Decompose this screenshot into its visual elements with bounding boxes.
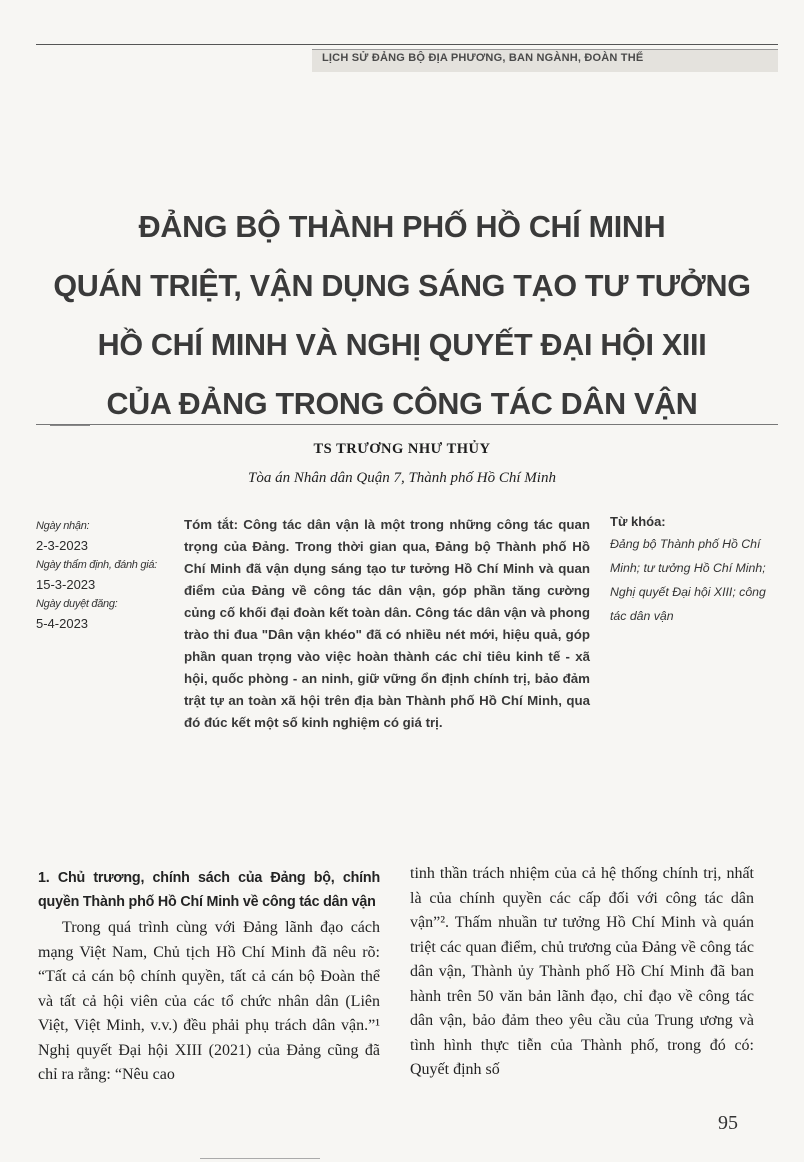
- keywords-text: Đảng bộ Thành phố Hồ Chí Minh; tư tưởng Hồ Chí Minh; Nghị quyết Đại hội XIII; công tác dân vận: [610, 537, 766, 623]
- body-column-right: [410, 862, 754, 1083]
- title-line: QUÁN TRIỆT, VẬN DỤNG SÁNG TẠO TƯ TƯỞNG: [53, 269, 751, 303]
- abstract: Tóm tắt: Công tác dân vận là một trong những công tác quan trọng của Đảng. Trong thời gian qua, Đảng bộ Thành phố Hồ Chí Minh đã vận dụng sáng tạo tư tưởng Hồ Chí Minh và quan điểm của Đảng về công tác dân vận, góp phần tăng cường củng cố khối đại đoàn kết toàn dân. Công tác dân vận và phong trào thi đua "Dân vận khéo" đã có nhiều nét mới, hiệu quả, góp phần quan trọng vào việc hoàn thành các chỉ tiêu kinh tế - xã hội, quốc phòng - an ninh, giữ vững ổn định chính trị, bảo đảm trật tự an toàn xã hội trên địa bàn Thành phố Hồ Chí Minh, qua đó đúc kết một số kinh nghiệm có giá trị.: [184, 517, 590, 730]
- title-line: ĐẢNG BỘ THÀNH PHỐ HỒ CHÍ MINH: [138, 210, 666, 244]
- approved-value: 5-4-2023: [36, 616, 89, 631]
- title-line: HỒ CHÍ MINH VÀ NGHỊ QUYẾT ĐẠI HỘI XIII: [97, 328, 707, 362]
- approved-label: Ngày duyệt đăng:: [36, 598, 118, 610]
- article-title: [40, 198, 764, 434]
- section-heading: 1. Chủ trương, chính sách của Đảng bộ, chính quyền Thành phố Hồ Chí Minh về công tác dân vận: [38, 870, 380, 910]
- body-paragraph: tinh thần trách nhiệm của cả hệ thống chính trị, nhất là của chính quyền các cấp đối với công tác dân vận”². Thấm nhuần tư tưởng Hồ Chí Minh và quán triệt các quan điểm, chủ trương của Đảng về công tác dân vận, Thành ủy Thành phố Hồ Chí Minh đã ban hành trên 50 văn bản lãnh đạo, chỉ đạo về công tác dân vận, bảo đảm theo yêu cầu của Trung ương và tình hình thực tiễn của Thành phố, trong đó có: Quyết định số: [410, 865, 754, 1078]
- keywords: [610, 514, 770, 628]
- body-paragraph: Trong quá trình cùng với Đảng lãnh đạo cách mạng Việt Nam, Chủ tịch Hồ Chí Minh đã nêu rõ: “Tất cả cán bộ chính quyền, tất cả cán bộ Đoàn thể và tất cả hội viên của các tổ chức nhân dân (Liên Việt, Việt Minh, v.v.) đều phải phụ trách dân vận.”¹ Nghị quyết Đại hội XIII (2021) của Đảng cũng đã chỉ ra rằng: “Nêu cao: [38, 919, 380, 1083]
- running-head: LỊCH SỬ ĐẢNG BỘ ĐỊA PHƯƠNG, BAN NGÀNH, ĐOÀN THỂ: [322, 52, 644, 64]
- reviewed-value: 15-3-2023: [36, 577, 96, 592]
- keywords-label: Từ khóa:: [610, 514, 666, 529]
- bottom-rule: [200, 1158, 320, 1159]
- dash-mark: [50, 425, 90, 426]
- body-column-left: [38, 866, 380, 1088]
- page-number: 95: [718, 1112, 738, 1134]
- received-label: Ngày nhận:: [36, 520, 90, 532]
- article-dates: [36, 516, 186, 637]
- title-line: CỦA ĐẢNG TRONG CÔNG TÁC DÂN VẬN: [106, 387, 698, 421]
- author-name: TS TRƯƠNG NHƯ THỦY: [313, 441, 491, 457]
- received-value: 2-3-2023: [36, 538, 89, 553]
- author-affiliation: Tòa án Nhân dân Quận 7, Thành phố Hồ Chí Minh: [248, 470, 556, 486]
- title-rule: [36, 424, 778, 425]
- top-rule: [36, 44, 778, 45]
- reviewed-label: Ngày thẩm định, đánh giá:: [36, 559, 157, 571]
